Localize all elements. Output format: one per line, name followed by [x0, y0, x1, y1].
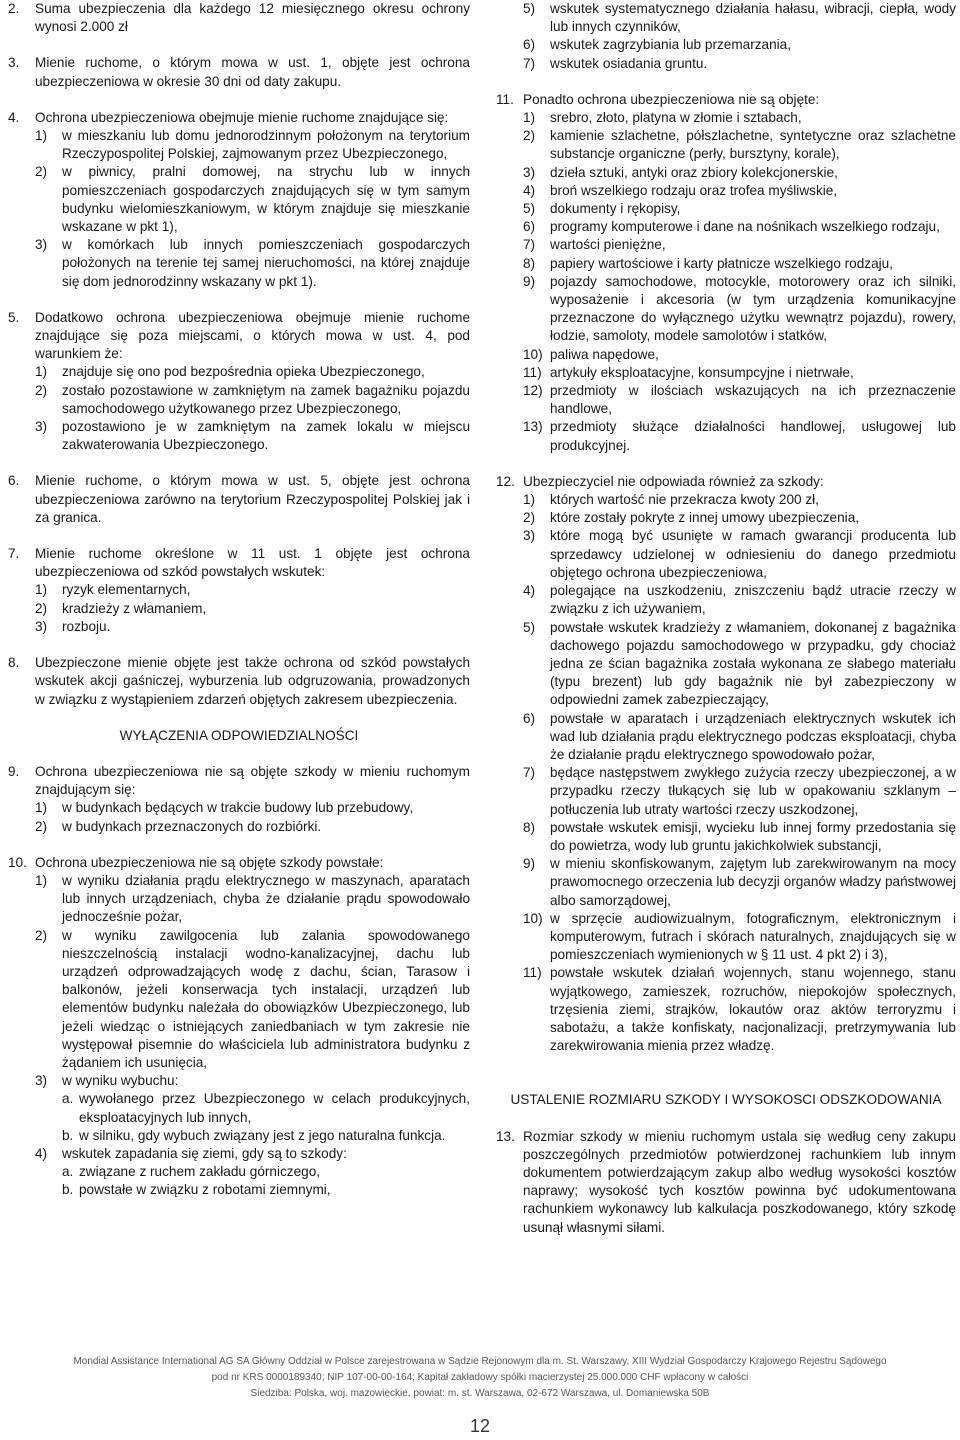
list-item: [523, 527, 956, 582]
list-item: [523, 36, 956, 54]
sub-item: [62, 1163, 470, 1181]
item-text: pozostawiono je w zamkniętym na zamek lokalu w miejscu zakwaterowania Ubezpieczonego.: [62, 419, 470, 453]
item-text: pojazdy samochodowe, motocykle, motorowery oraz ich silniki, wyposażenie i akcesoria (w tym urządzenia komunikacyjne przeznaczone do wyłącznego użytku wewnątrz pojazdu), rowery, łodzie, samoloty, modele samolotów i statków,: [550, 273, 956, 344]
item-number: 1): [523, 492, 536, 508]
item-number: 9): [523, 273, 536, 289]
item-number: 3): [523, 528, 536, 544]
list-item: [35, 236, 470, 291]
sub-item-letter: b.: [62, 1182, 74, 1198]
item-text: ryzyk elementarnych,: [62, 582, 191, 598]
paragraph-number: 4.: [8, 109, 20, 125]
item-text: których wartość nie przekracza kwoty 200 zł,: [550, 492, 819, 508]
sub-item: [62, 1127, 470, 1145]
list-item: [35, 127, 470, 163]
spacer: [8, 745, 470, 763]
footer-line-3: Siedziba: Polska, woj. mazowieckie, powiat: m. st. Warszawa, 02-672 Warszawa, ul. Domaniewska 50B: [250, 1388, 710, 1399]
paragraph-number: 3.: [8, 55, 20, 71]
item-text: programy komputerowe i dane na nośnikach wszelkiego rodzaju,: [550, 219, 940, 235]
item-number: 2): [35, 818, 48, 834]
page-number: 12: [469, 1416, 491, 1436]
item-text: w wyniku zawilgocenia lub zalania spowodowanego nieszczelnością instalacji wodno-kanalizacyjnej, dachu lub urządzeń odprowadzających wodę z dachu, ścian, Tarasow i balkonów, jeżeli konserwacja tych instalacji, urządzeń lub elementów budynku należała do obowiązków Ubezpieczonego, lub jeżeli wiedząc o istniejących zaniedbaniach w tym zakresie nie występował pisemnie do właściciela lub administratora budynku z żądaniem ich usunięcia,: [62, 927, 470, 1070]
item-text: w mieszkaniu lub domu jednorodzinnym położonym na terytorium Rzeczypospolitej Polskiej, zajmowanym przez Ubezpieczonego,: [62, 128, 470, 162]
spacer: [8, 527, 470, 545]
item-text: paliwa napędowe,: [550, 346, 659, 362]
list-item: [35, 799, 470, 817]
paragraph-text: Rozmiar szkody w mieniu ruchomym ustala się według ceny zakupu poszczególnych przedmiotów potwierdzonej rachunkiem lub innym dokumentem potwierdzającym zakup albo według wysokości kosztów naprawy; wysokość tych kosztów powinna być udokumentowana rachunkiem wykonawcy lub kalkulacja poszkodowanego, który szkodę usunął własnymi siłami.: [523, 1128, 956, 1235]
item-text: broń wszelkiego rodzaju oraz trofea myśliwskie,: [550, 182, 838, 198]
item-text: przedmioty w ilościach wskazujących na ich przeznaczenie handlowe,: [550, 383, 956, 417]
item-number: 4): [523, 182, 536, 198]
spacer: [496, 73, 956, 91]
item-text: zostało pozostawione w zamkniętym na zamek bagażniku pojazdu samochodowego użytkowanego przez Ubezpieczonego,: [62, 382, 470, 416]
numbered-paragraph: [496, 473, 956, 1056]
item-number: 8): [523, 819, 536, 835]
item-text: srebro, złoto, platyna w złomie i sztabach,: [550, 110, 802, 126]
item-text: znajduje się ono pod bezpośrednia opieka Ubezpieczonego,: [62, 364, 425, 380]
list-item: [523, 491, 956, 509]
item-number: 1): [523, 110, 536, 126]
sub-item-text: w silniku, gdy wybuch związany jest z jego naturalna funkcja.: [79, 1127, 446, 1143]
spacer: [8, 291, 470, 309]
section-heading: WYŁĄCZENIA ODPOWIEDZIALNOŚCI: [119, 727, 359, 743]
list-item: [523, 964, 956, 1055]
item-text: artykuły eksploatacyjne, konsumpcyjne i nietrwałe,: [550, 364, 854, 380]
item-text: będące następstwem zwykłego zużycia rzeczy ubezpieczonej, a w przypadku rzeczy tłukących się lub w opakowaniu szklanym – potłuczenia lub utraty wartości rzeczy uszkodzonej,: [550, 765, 956, 817]
spacer: [496, 455, 956, 473]
spacer: [8, 91, 470, 109]
item-number: 12): [523, 383, 543, 399]
item-number: 1): [35, 582, 48, 598]
paragraph-number: 10.: [8, 854, 27, 870]
numbered-paragraph: [8, 0, 470, 36]
sub-item-letter: a.: [62, 1091, 74, 1107]
list-item: [35, 600, 470, 618]
list-item: [523, 382, 956, 418]
list-item: [35, 818, 470, 836]
list-item: [523, 855, 956, 910]
numbered-paragraph: [8, 472, 470, 527]
sub-item-text: wywołanego przez Ubezpieczonego w celach produkcyjnych, eksploatacyjnych lub innych,: [79, 1091, 470, 1125]
paragraph-number: 5.: [8, 309, 20, 325]
item-number: 3): [35, 419, 48, 435]
list-item: [523, 182, 956, 200]
paragraph-number: 12.: [496, 473, 515, 489]
item-text: papiery wartościowe i karty płatnicze wszelkiego rodzaju,: [550, 255, 894, 271]
paragraph-number: 9.: [8, 763, 20, 779]
item-text: w piwnicy, pralni domowej, na strychu lub w innych pomieszczeniach gospodarczych znajdujących się w tym samym budynku wielomieszkaniowym, w którym znajduje się mieszkanie wskazane w pkt 1),: [62, 164, 470, 235]
item-number: 2): [35, 164, 48, 180]
item-number: 3): [523, 164, 536, 180]
paragraph-text: Mienie ruchome, o którym mowa w ust. 5, objęte jest ochrona ubezpieczeniowa zarówno na terytorium Rzeczypospolitej Polskiej jak i za granica.: [35, 473, 470, 525]
list-item: [523, 819, 956, 855]
item-number: 3): [35, 618, 48, 634]
item-number: 10): [523, 346, 543, 362]
item-text: kamienie szlachetne, półszlachetne, syntetyczne oraz szlachetne substancje organiczne (perły, bursztyny, korale),: [550, 128, 956, 162]
list-item: [35, 1072, 470, 1090]
item-number: 3): [35, 237, 48, 253]
paragraph-number: 11.: [496, 91, 514, 107]
item-number: 2): [523, 510, 536, 526]
numbered-paragraph: [8, 854, 470, 1200]
item-number: 5): [523, 619, 536, 635]
right-column: [496, 0, 956, 1237]
item-text: dokumenty i rękopisy,: [550, 201, 681, 217]
item-number: 3): [35, 1073, 48, 1089]
list-item: [523, 619, 956, 710]
item-number: 6): [523, 710, 536, 726]
spacer: [496, 1055, 956, 1073]
sub-item-text: powstałe w związku z robotami ziemnymi,: [79, 1182, 331, 1198]
item-text: powstałe wskutek kradzieży z włamaniem, dokonanej z bagażnika dachowego pojazdu samochodowego w przypadku, gdy chociaż jedna ze ścian bagażnika została wykonana ze słabego materiału (typu brezent) lub gdy bagażnik nie był zabezpieczony w odpowiedni zamek zabezpieczający,: [550, 619, 956, 708]
spacer: [8, 454, 470, 472]
item-number: 5): [523, 201, 536, 217]
item-text: dzieła sztuki, antyki oraz zbiory kolekcjonerskie,: [550, 164, 838, 180]
company-footer: [0, 1354, 960, 1402]
item-number: 2): [35, 927, 48, 943]
spacer: [8, 636, 470, 654]
item-text: powstałe w aparatach i urządzeniach elektrycznych wskutek ich wad lub działania prądu elektrycznego podczas eksploatacji, chyba że działanie prądu elektrycznego spowodowało pożar,: [550, 710, 956, 762]
item-number: 1): [35, 364, 48, 380]
list-item: [523, 418, 956, 454]
item-number: 9): [523, 856, 536, 872]
item-number: 4): [523, 583, 536, 599]
list-item: [523, 164, 956, 182]
paragraph-number: 6.: [8, 473, 20, 489]
list-item: [523, 218, 956, 236]
spacer: [8, 836, 470, 854]
item-number: 1): [35, 872, 48, 888]
item-number: 7): [523, 237, 536, 253]
item-text: które zostały pokryte z innej umowy ubezpieczenia,: [550, 510, 860, 526]
list-item: [35, 163, 470, 236]
paragraph-text: Ochrona ubezpieczeniowa nie są objęte szkody w mieniu ruchomym znajdującym się:: [35, 763, 470, 798]
item-text: które mogą być usunięte w ramach gwarancji producenta lub sprzedawcy udzielonej w odniesieniu do danego przedmiotu objętego ochrona ubezpieczeniowa,: [550, 528, 956, 580]
paragraph-text: Ochrona ubezpieczeniowa obejmuje mienie ruchome znajdujące się:: [35, 109, 449, 125]
paragraph-text: Ubezpieczone mienie objęte jest także ochrona od szkód powstałych wskutek akcji gaśniczej, wyburzenia lub odgruzowania, prowadzonych w związku z wystąpieniem zdarzeń objętych zakresem ubezpieczenia.: [35, 655, 470, 707]
item-number: 11): [523, 965, 542, 981]
list-item: [523, 127, 956, 163]
item-text: wskutek zagrzybiania lub przemarzania,: [550, 37, 792, 53]
numbered-paragraph: [8, 545, 470, 636]
list-item: [523, 582, 956, 618]
item-number: 6): [523, 219, 536, 235]
item-number: 1): [35, 128, 48, 144]
paragraph-number: 13.: [496, 1128, 515, 1144]
section-heading: USTALENIE ROZMIARU SZKODY I WYSOKOSCI ODSZKODOWANIA: [510, 1092, 942, 1108]
list-item: [523, 364, 956, 382]
paragraph-number: 8.: [8, 655, 20, 671]
item-text: przedmioty służące działalności handlowej, usługowej lub produkcyjnej.: [550, 419, 956, 453]
list-item: [35, 927, 470, 1073]
paragraph-text: Ponadto ochrona ubezpieczeniowa nie są objęte:: [523, 91, 820, 107]
spacer: [496, 1073, 956, 1091]
numbered-paragraph: [8, 54, 470, 90]
item-text: w komórkach lub innych pomieszczeniach gospodarczych położonych na terenie tej samej nieruchomości, na której znajduje się dom jednorodzinny wskazany w pkt 1).: [62, 237, 470, 289]
item-number: 7): [523, 55, 536, 71]
list-item: [35, 581, 470, 599]
list-item: [523, 764, 956, 819]
item-text: w wyniku działania prądu elektrycznego w maszynach, aparatach lub innych urządzeniach, chyba że działanie prądu spowodowało jednocześnie pożar,: [62, 872, 470, 925]
list-item: [523, 109, 956, 127]
item-number: 6): [523, 37, 536, 53]
item-number: 13): [523, 419, 543, 435]
item-text: w budynkach przeznaczonych do rozbiórki.: [62, 818, 322, 834]
list-item: [35, 618, 470, 636]
list-item: [523, 910, 956, 965]
paragraph-text: Mienie ruchome, o którym mowa w ust. 1, objęte jest ochrona ubezpieczeniowa w okresie 30 dni od daty zakupu.: [35, 55, 470, 89]
spacer: [8, 709, 470, 727]
item-number: 2): [523, 128, 536, 144]
footer-line-2: pod nr KRS 0000189340; NIP 107-00-00-164; Kapitał zakładowy spółki macierzystej 25.000.000 CHF wpłacony w całości: [211, 1372, 749, 1383]
list-item: [523, 55, 956, 73]
item-text: w wyniku wybuchu:: [62, 1073, 179, 1089]
paragraph-text: Mienie ruchome określone w 11 ust. 1 objęte jest ochrona ubezpieczeniowa od szkód powstałych wskutek:: [35, 546, 470, 580]
item-text: wskutek osiadania gruntu.: [550, 55, 708, 71]
numbered-paragraph: [496, 91, 956, 455]
item-text: w budynkach będących w trakcie budowy lub przebudowy,: [62, 800, 414, 816]
paragraph-text: Ochrona ubezpieczeniowa nie są objęte szkody powstałe:: [35, 854, 384, 870]
list-item: [35, 418, 470, 454]
item-text: w mieniu skonfiskowanym, zajętym lub zarekwirowanym na mocy prawomocnego orzeczenia lub decyzji organów władzy państwowej albo samorządowej,: [550, 856, 956, 908]
list-item: [35, 382, 470, 418]
paragraph-text: Ubezpieczyciel nie odpowiada również za szkody:: [523, 473, 824, 489]
item-text: powstałe wskutek działań wojennych, stanu wojennego, stanu wyjątkowego, zamieszek, rozruchów, niepokojów społecznych, trzęsienia ziemi, strajków, lokautów oraz aktów terroryzmu i sabotażu, a także konfiskaty, nacjonalizacji, pretrzymywania lub zarekwirowania mienia przez władzę.: [550, 965, 956, 1054]
item-text: wskutek systematycznego działania hałasu, wibracji, ciepła, wody lub innych czynników,: [550, 1, 956, 35]
item-text: powstałe wskutek emisji, wycieku lub innej formy przedostania się do powietrza, wody lub gruntu jakichkolwiek substancji,: [550, 819, 956, 853]
numbered-paragraph: [8, 309, 470, 455]
item-number: 10): [523, 910, 543, 926]
left-column: [8, 0, 470, 1200]
list-item: [523, 236, 956, 254]
spacer: [8, 36, 470, 54]
numbered-paragraph: [8, 109, 470, 291]
list-item: [35, 363, 470, 381]
list-item: [523, 273, 956, 346]
item-number: 7): [523, 765, 536, 781]
list-item: [523, 346, 956, 364]
item-text: wskutek zapadania się ziemi, gdy są to szkody:: [62, 1145, 347, 1161]
item-number: 5): [523, 1, 536, 16]
numbered-paragraph: [8, 654, 470, 709]
paragraph-text: Dodatkowo ochrona ubezpieczeniowa obejmuje mienie ruchome znajdujące się poza miejscami, o których mowa w ust. 4, pod warunkiem że:: [35, 309, 470, 362]
item-number: 11): [523, 364, 542, 380]
item-text: rozboju.: [62, 618, 111, 634]
sub-item: [62, 1181, 470, 1199]
sub-item-letter: b.: [62, 1127, 74, 1143]
list-item: [523, 710, 956, 765]
item-text: w sprzęcie audiowizualnym, fotograficznym, elektronicznym i komputerowym, futrach i skórach naturalnych, znajdujących się w pomieszczeniach wymienionych w § 11 ust. 4 pkt 2) i 3),: [550, 910, 956, 963]
paragraph-number: 7.: [8, 546, 20, 562]
spacer: [496, 1110, 956, 1128]
item-number: 2): [35, 382, 48, 398]
paragraph-number: 2.: [8, 1, 20, 16]
paragraph-text: Suma ubezpieczenia dla każdego 12 miesięcznego okresu ochrony wynosi 2.000 zł: [35, 1, 470, 35]
list-item: [523, 509, 956, 527]
item-text: wartości pieniężne,: [550, 237, 666, 253]
item-number: 2): [35, 600, 48, 616]
sub-item: [62, 1090, 470, 1126]
item-number: 8): [523, 255, 536, 271]
numbered-paragraph: [8, 763, 470, 836]
list-item: [523, 255, 956, 273]
numbered-paragraph: [496, 1128, 956, 1237]
list-item: [523, 200, 956, 218]
list-item: [35, 872, 470, 927]
item-text: kradzieży z włamaniem,: [62, 600, 207, 616]
footer-line-1: Mondial Assistance International AG SA Główny Oddział w Polsce zarejestrowana w Sądzie Rejonowym dla m. St. Warszawy, XIII Wydział Gospodarczy Krajowego Rejestru Sądowego: [73, 1356, 887, 1367]
item-number: 1): [35, 800, 48, 816]
sub-item-text: związane z ruchem zakładu górniczego,: [79, 1164, 321, 1180]
item-text: polegające na uszkodzeniu, zniszczeniu bądź utracie rzeczy w związku z ich używaniem,: [550, 583, 956, 617]
item-number: 4): [35, 1145, 48, 1161]
sub-item-letter: a.: [62, 1164, 74, 1180]
continued-list: [496, 0, 956, 73]
list-item: [35, 1145, 470, 1163]
list-item: [523, 0, 956, 36]
